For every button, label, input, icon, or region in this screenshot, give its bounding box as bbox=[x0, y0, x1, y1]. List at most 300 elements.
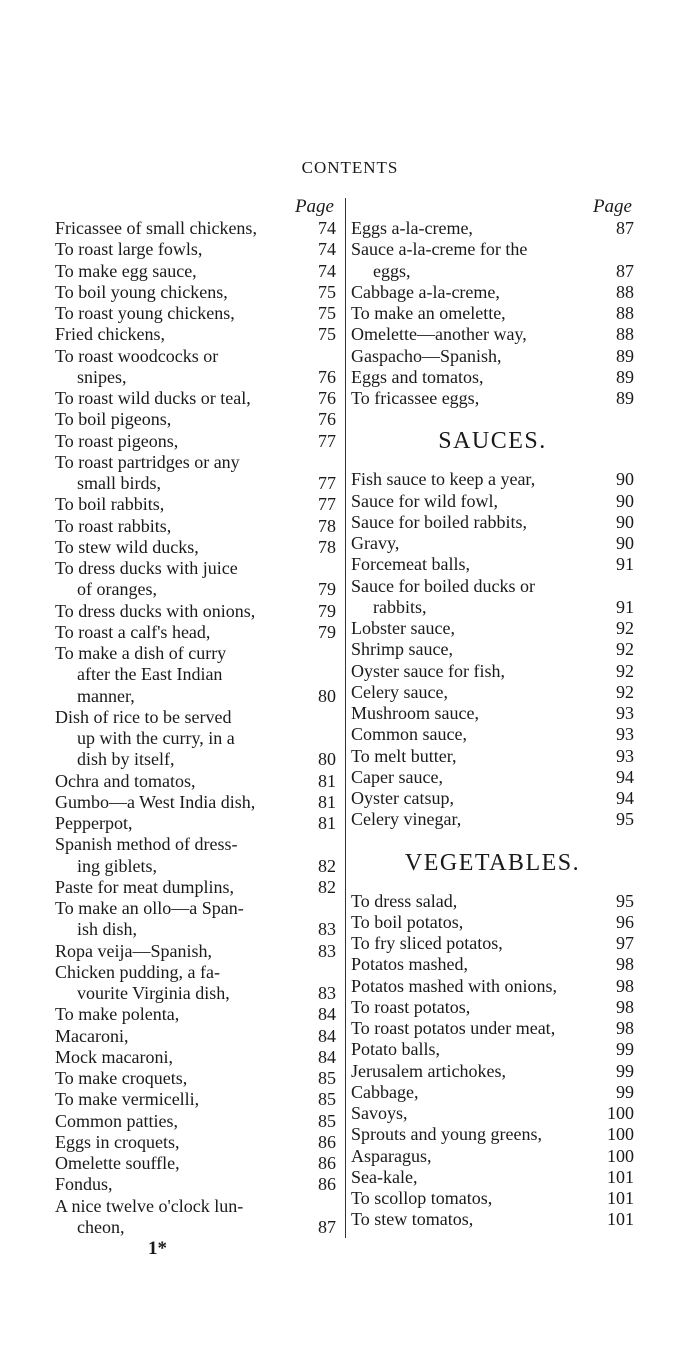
entry-line: To roast partridges or any bbox=[55, 451, 240, 472]
entry-page-number: 80 bbox=[318, 749, 336, 770]
entry-page-number: 76 bbox=[318, 409, 336, 430]
entry-page-number: 83 bbox=[318, 940, 336, 961]
entry-line: after the East Indian bbox=[77, 664, 223, 685]
entry-page-number: 95 bbox=[616, 890, 634, 911]
entry-line: Pepperpot, bbox=[55, 813, 133, 833]
toc-entry bbox=[55, 1004, 336, 1025]
entry-line: rabbits, bbox=[373, 596, 427, 617]
entry-title bbox=[351, 703, 600, 724]
left-column bbox=[55, 196, 336, 1238]
toc-entry bbox=[55, 1047, 336, 1068]
toc-entry bbox=[55, 516, 336, 537]
entry-line: Cabbage, bbox=[351, 1081, 419, 1102]
entry-page-number: 90 bbox=[616, 469, 634, 490]
entry-title bbox=[55, 1089, 302, 1110]
toc-entry bbox=[351, 1124, 634, 1145]
entry-page-number: 89 bbox=[616, 345, 634, 366]
entry-page-number: 75 bbox=[318, 324, 336, 345]
entry-line: vourite Virginia dish, bbox=[77, 983, 230, 1003]
entry-title bbox=[351, 533, 600, 554]
entry-page-number: 92 bbox=[616, 618, 634, 638]
entry-line: Potato balls, bbox=[351, 1039, 440, 1060]
entry-line: Fried chickens, bbox=[55, 324, 165, 345]
entry-page-number: 87 bbox=[318, 1216, 336, 1237]
entry-title bbox=[351, 639, 600, 660]
entry-title bbox=[351, 1209, 600, 1230]
toc-entry bbox=[351, 324, 634, 345]
entry-line: To dress ducks with onions, bbox=[55, 600, 256, 621]
toc-entry bbox=[351, 618, 634, 639]
entry-title bbox=[351, 239, 600, 282]
entry-line: of oranges, bbox=[77, 579, 157, 600]
entry-page-number: 84 bbox=[318, 1046, 336, 1067]
entry-page-number: 78 bbox=[318, 515, 336, 536]
entry-title bbox=[55, 1068, 302, 1089]
entry-title bbox=[55, 1004, 302, 1025]
entry-line: To boil young chickens, bbox=[55, 281, 228, 302]
entry-title bbox=[351, 388, 600, 409]
toc-entry bbox=[351, 933, 634, 954]
entry-page-number: 90 bbox=[616, 533, 634, 553]
entry-title bbox=[351, 767, 600, 788]
signature-mark: 1* bbox=[148, 1238, 167, 1259]
entry-title bbox=[55, 1196, 302, 1239]
entry-line: Caper sauce, bbox=[351, 766, 443, 787]
entry-line: Spanish method of dress- bbox=[55, 834, 238, 855]
toc-entry bbox=[55, 834, 336, 877]
toc-entry bbox=[351, 282, 634, 303]
entry-page-number: 83 bbox=[318, 919, 336, 940]
toc-entry bbox=[351, 303, 634, 324]
entry-line: To roast a calf's head, bbox=[55, 621, 211, 642]
entry-line: ish dish, bbox=[77, 919, 138, 940]
toc-entry bbox=[351, 512, 634, 533]
entry-line: To roast woodcocks or bbox=[55, 345, 219, 366]
entry-title bbox=[351, 682, 600, 703]
toc-entry bbox=[55, 898, 336, 941]
entry-title bbox=[351, 661, 600, 682]
entry-title bbox=[351, 891, 600, 912]
entry-page-number: 78 bbox=[318, 536, 336, 557]
entry-line: snipes, bbox=[77, 366, 127, 387]
entry-line: Ropa veija—Spanish, bbox=[55, 940, 212, 961]
entry-title bbox=[351, 218, 600, 239]
entry-line: Celery sauce, bbox=[351, 681, 448, 702]
entry-page-number: 100 bbox=[607, 1103, 634, 1123]
entry-line: Omelette—another way, bbox=[351, 324, 527, 345]
entry-page-number: 83 bbox=[318, 983, 336, 1003]
entry-line: To make a dish of curry bbox=[55, 643, 227, 663]
entry-title bbox=[351, 367, 600, 388]
entry-title bbox=[351, 1188, 600, 1209]
entry-title bbox=[55, 346, 302, 389]
entry-title bbox=[55, 1153, 302, 1174]
entry-title bbox=[55, 218, 302, 239]
entry-page-number: 92 bbox=[616, 660, 634, 681]
entry-page-number: 96 bbox=[616, 911, 634, 932]
entry-title bbox=[351, 324, 600, 345]
entry-line: To fricassee eggs, bbox=[351, 388, 480, 408]
entry-title bbox=[351, 809, 600, 830]
toc-entry bbox=[55, 792, 336, 813]
entry-line: Omelette souffle, bbox=[55, 1153, 180, 1173]
entry-title bbox=[351, 469, 600, 490]
entry-line: Lobster sauce, bbox=[351, 618, 455, 638]
entry-page-number: 94 bbox=[616, 766, 634, 787]
entry-title bbox=[55, 431, 302, 452]
entry-title bbox=[55, 494, 302, 515]
toc-entry bbox=[351, 997, 634, 1018]
entry-title bbox=[55, 877, 302, 898]
entry-line: Asparagus, bbox=[351, 1145, 432, 1166]
entry-title bbox=[351, 512, 600, 533]
entry-line: To make an ollo—a Span- bbox=[55, 898, 244, 918]
entry-line: Dish of rice to be served bbox=[55, 706, 232, 727]
entry-line: Fondus, bbox=[55, 1174, 113, 1195]
entry-title bbox=[55, 898, 302, 941]
toc-entry bbox=[55, 558, 336, 601]
toc-entry bbox=[351, 891, 634, 912]
toc-entry bbox=[55, 1196, 336, 1239]
entry-title bbox=[55, 239, 302, 260]
toc-entry bbox=[55, 537, 336, 558]
entry-page-number: 85 bbox=[318, 1068, 336, 1088]
toc-entry bbox=[351, 1209, 634, 1230]
entry-line: Ochra and tomatos, bbox=[55, 770, 196, 791]
entry-line: Fricassee of small chickens, bbox=[55, 218, 257, 238]
entry-page-number: 88 bbox=[616, 324, 634, 345]
entry-page-number: 74 bbox=[318, 218, 336, 238]
page-column-label: Page bbox=[294, 196, 334, 217]
toc-entry bbox=[55, 1111, 336, 1132]
entry-title bbox=[55, 813, 302, 834]
entry-page-number: 98 bbox=[616, 1018, 634, 1038]
entry-line: Common sauce, bbox=[351, 724, 467, 745]
entry-title bbox=[55, 558, 302, 601]
entry-line: To stew wild ducks, bbox=[55, 536, 199, 557]
toc-entry bbox=[351, 388, 634, 409]
entry-line: To make egg sauce, bbox=[55, 260, 197, 281]
entry-title bbox=[55, 1132, 302, 1153]
entry-page-number: 93 bbox=[616, 703, 634, 723]
entry-page-number: 89 bbox=[616, 366, 634, 387]
entry-line: Gumbo—a West India dish, bbox=[55, 791, 256, 812]
entry-page-number: 81 bbox=[318, 770, 336, 791]
toc-entry bbox=[55, 409, 336, 430]
entry-page-number: 100 bbox=[607, 1124, 634, 1145]
entry-page-number: 87 bbox=[616, 260, 634, 281]
entry-title bbox=[351, 1167, 600, 1188]
toc-entry bbox=[351, 703, 634, 724]
section-heading: SAUCES. bbox=[438, 428, 547, 455]
entry-page-number: 100 bbox=[607, 1145, 634, 1166]
entry-line: Sprouts and young greens, bbox=[351, 1124, 542, 1145]
toc-entry bbox=[55, 1153, 336, 1174]
entry-page-number: 76 bbox=[318, 366, 336, 387]
toc-entry bbox=[55, 771, 336, 792]
toc-entry bbox=[351, 346, 634, 367]
entry-title bbox=[351, 1082, 600, 1103]
toc-entry bbox=[351, 218, 634, 239]
entry-line: To make vermicelli, bbox=[55, 1089, 200, 1110]
entry-line: To roast potatos under meat, bbox=[351, 1018, 556, 1038]
entry-line: Common patties, bbox=[55, 1110, 178, 1131]
entry-page-number: 74 bbox=[318, 260, 336, 281]
toc-entry bbox=[55, 1089, 336, 1110]
entry-title bbox=[55, 537, 302, 558]
entry-page-number: 97 bbox=[616, 933, 634, 953]
toc-entry bbox=[351, 469, 634, 490]
entry-page-number: 81 bbox=[318, 791, 336, 812]
entry-page-number: 77 bbox=[318, 473, 336, 493]
toc-entry bbox=[55, 1174, 336, 1195]
toc-entry bbox=[55, 601, 336, 622]
entry-line: Oyster sauce for fish, bbox=[351, 660, 505, 681]
entry-title bbox=[55, 282, 302, 303]
page-column-label: Page bbox=[592, 196, 632, 217]
entry-line: A nice twelve o'clock lun- bbox=[55, 1195, 244, 1216]
entry-title bbox=[351, 554, 600, 575]
entry-line: Sea-kale, bbox=[351, 1166, 418, 1187]
toc-entry bbox=[351, 639, 634, 660]
entry-line: Paste for meat dumplins, bbox=[55, 876, 234, 897]
entry-line: To dress ducks with juice bbox=[55, 558, 238, 578]
entry-page-number: 85 bbox=[318, 1110, 336, 1131]
entry-page-number: 94 bbox=[616, 788, 634, 808]
entry-title bbox=[351, 1124, 600, 1145]
toc-entry bbox=[55, 282, 336, 303]
entry-page-number: 95 bbox=[616, 809, 634, 830]
entry-title bbox=[351, 491, 600, 512]
left-entry-list bbox=[55, 218, 336, 1238]
entry-page-number: 80 bbox=[318, 685, 336, 706]
entry-title bbox=[351, 788, 600, 809]
entry-page-number: 85 bbox=[318, 1089, 336, 1110]
toc-entry bbox=[55, 622, 336, 643]
toc-entry bbox=[55, 494, 336, 515]
entry-page-number: 89 bbox=[616, 388, 634, 408]
entry-page-number: 91 bbox=[616, 596, 634, 617]
entry-page-number: 84 bbox=[318, 1025, 336, 1046]
entry-title bbox=[351, 346, 600, 367]
entry-page-number: 79 bbox=[318, 579, 336, 600]
entry-title bbox=[351, 954, 600, 975]
toc-entry bbox=[351, 954, 634, 975]
entry-line: Gaspacho—Spanish, bbox=[351, 345, 502, 366]
entry-line: Shrimp sauce, bbox=[351, 639, 453, 660]
entry-page-number: 101 bbox=[607, 1209, 634, 1230]
entry-page-number: 75 bbox=[318, 281, 336, 302]
entry-line: Macaroni, bbox=[55, 1025, 129, 1046]
entry-line: To melt butter, bbox=[351, 745, 457, 766]
entry-page-number: 77 bbox=[318, 430, 336, 451]
entry-line: To roast young chickens, bbox=[55, 303, 235, 323]
entry-title bbox=[351, 1061, 600, 1082]
entry-page-number: 99 bbox=[616, 1060, 634, 1081]
toc-entry bbox=[351, 809, 634, 830]
entry-title bbox=[55, 1026, 302, 1047]
entry-title bbox=[55, 622, 302, 643]
entry-line: To dress salad, bbox=[351, 890, 458, 911]
entry-title bbox=[351, 1018, 600, 1039]
entry-page-number: 93 bbox=[616, 745, 634, 766]
entry-page-number: 90 bbox=[616, 490, 634, 511]
entry-line: Fish sauce to keep a year, bbox=[351, 469, 536, 490]
entry-page-number: 75 bbox=[318, 303, 336, 323]
entry-title bbox=[351, 303, 600, 324]
toc-entry bbox=[55, 813, 336, 834]
entry-page-number: 88 bbox=[616, 303, 634, 323]
toc-entry bbox=[55, 218, 336, 239]
entry-line: Sauce for boiled rabbits, bbox=[351, 511, 527, 532]
entry-line: Chicken pudding, a fa- bbox=[55, 961, 220, 982]
entry-title bbox=[351, 997, 600, 1018]
entry-line: To make an omelette, bbox=[351, 303, 506, 323]
entry-line: Sauce for wild fowl, bbox=[351, 490, 498, 511]
entry-line: manner, bbox=[77, 685, 135, 706]
entry-page-number: 91 bbox=[616, 554, 634, 575]
entry-page-number: 87 bbox=[616, 218, 634, 238]
entry-title bbox=[55, 1174, 302, 1195]
entry-line: To roast pigeons, bbox=[55, 430, 179, 451]
entry-line: Forcemeat balls, bbox=[351, 554, 470, 575]
toc-entry bbox=[55, 707, 336, 771]
entry-title bbox=[351, 576, 600, 619]
toc-entry bbox=[55, 452, 336, 495]
entry-line: To boil pigeons, bbox=[55, 409, 172, 430]
entry-page-number: 86 bbox=[318, 1174, 336, 1195]
entry-page-number: 76 bbox=[318, 388, 336, 408]
toc-entry bbox=[55, 239, 336, 260]
entry-line: Potatos mashed with onions, bbox=[351, 975, 557, 996]
entry-title bbox=[55, 261, 302, 282]
entry-page-number: 86 bbox=[318, 1153, 336, 1173]
toc-entry bbox=[351, 1018, 634, 1039]
toc-entry bbox=[351, 682, 634, 703]
entry-title bbox=[55, 409, 302, 430]
toc-entry bbox=[351, 746, 634, 767]
right-entry-list bbox=[351, 218, 634, 1231]
toc-entry bbox=[351, 1103, 634, 1124]
toc-entry bbox=[351, 661, 634, 682]
toc-entry bbox=[55, 431, 336, 452]
toc-entry bbox=[351, 788, 634, 809]
entry-page-number: 82 bbox=[318, 876, 336, 897]
toc-entry bbox=[351, 1061, 634, 1082]
entry-page-number: 74 bbox=[318, 239, 336, 260]
entry-page-number: 98 bbox=[616, 996, 634, 1017]
entry-line: dish by itself, bbox=[77, 749, 175, 770]
toc-entry bbox=[351, 1167, 634, 1188]
toc-entry bbox=[55, 1026, 336, 1047]
entry-line: up with the curry, in a bbox=[77, 728, 235, 748]
toc-entry bbox=[55, 962, 336, 1005]
entry-title bbox=[351, 912, 600, 933]
entry-page-number: 99 bbox=[616, 1039, 634, 1060]
toc-entry bbox=[351, 576, 634, 619]
toc-entry bbox=[351, 554, 634, 575]
entry-title bbox=[55, 1111, 302, 1132]
toc-entry bbox=[55, 346, 336, 389]
entry-line: To scollop tomatos, bbox=[351, 1188, 493, 1208]
entry-title bbox=[55, 834, 302, 877]
entry-title bbox=[55, 388, 302, 409]
entry-line: To roast rabbits, bbox=[55, 515, 172, 536]
entry-line: eggs, bbox=[373, 260, 411, 281]
entry-title bbox=[55, 771, 302, 792]
toc-entry bbox=[55, 1132, 336, 1153]
entry-line: Mock macaroni, bbox=[55, 1046, 173, 1067]
entry-line: Eggs a-la-creme, bbox=[351, 218, 473, 238]
entry-title bbox=[351, 976, 600, 997]
entry-title bbox=[55, 303, 302, 324]
entry-title bbox=[351, 746, 600, 767]
entry-line: To fry sliced potatos, bbox=[351, 933, 503, 953]
toc-entry bbox=[351, 976, 634, 997]
toc-entry bbox=[55, 1068, 336, 1089]
entry-line: Eggs in croquets, bbox=[55, 1131, 180, 1152]
entry-title bbox=[55, 452, 302, 495]
entry-title bbox=[351, 618, 600, 639]
entry-line: Cabbage a-la-creme, bbox=[351, 281, 500, 302]
entry-page-number: 82 bbox=[318, 855, 336, 876]
entry-page-number: 98 bbox=[616, 954, 634, 975]
entry-line: Sauce a-la-creme for the bbox=[351, 239, 528, 260]
toc-entry bbox=[351, 533, 634, 554]
toc-entry bbox=[351, 724, 634, 745]
entry-line: To make polenta, bbox=[55, 1004, 180, 1025]
entry-line: ing giblets, bbox=[77, 855, 157, 876]
entry-title bbox=[55, 962, 302, 1005]
entry-line: To roast wild ducks or teal, bbox=[55, 388, 251, 408]
entry-page-number: 101 bbox=[607, 1188, 634, 1208]
entry-line: To roast potatos, bbox=[351, 996, 471, 1017]
toc-entry bbox=[351, 1146, 634, 1167]
entry-line: small birds, bbox=[77, 473, 161, 493]
entry-page-number: 88 bbox=[616, 281, 634, 302]
entry-line: To boil rabbits, bbox=[55, 494, 165, 515]
entry-page-number: 77 bbox=[318, 494, 336, 515]
entry-line: Potatos mashed, bbox=[351, 954, 468, 975]
entry-line: Sauce for boiled ducks or bbox=[351, 575, 535, 596]
toc-entry bbox=[351, 767, 634, 788]
entry-page-number: 90 bbox=[616, 511, 634, 532]
entry-title bbox=[55, 941, 302, 962]
toc-entry bbox=[351, 367, 634, 388]
entry-line: Jerusalem artichokes, bbox=[351, 1060, 506, 1081]
entry-page-number: 79 bbox=[318, 621, 336, 642]
entry-page-number: 79 bbox=[318, 600, 336, 621]
entry-line: Gravy, bbox=[351, 533, 400, 553]
entry-page-number: 93 bbox=[616, 724, 634, 745]
right-column bbox=[351, 196, 634, 1231]
entry-page-number: 99 bbox=[616, 1081, 634, 1102]
entry-page-number: 101 bbox=[607, 1166, 634, 1187]
toc-entry bbox=[55, 261, 336, 282]
entry-title bbox=[55, 1047, 302, 1068]
section-heading: VEGETABLES. bbox=[404, 849, 581, 876]
entry-line: cheon, bbox=[77, 1216, 125, 1237]
entry-page-number: 84 bbox=[318, 1004, 336, 1025]
entry-title bbox=[55, 643, 302, 707]
entry-title bbox=[55, 324, 302, 345]
entry-line: To make croquets, bbox=[55, 1068, 188, 1088]
entry-title bbox=[351, 1039, 600, 1060]
entry-title bbox=[351, 1146, 600, 1167]
toc-entry bbox=[55, 388, 336, 409]
entry-title bbox=[351, 1103, 600, 1124]
toc-entry bbox=[55, 877, 336, 898]
